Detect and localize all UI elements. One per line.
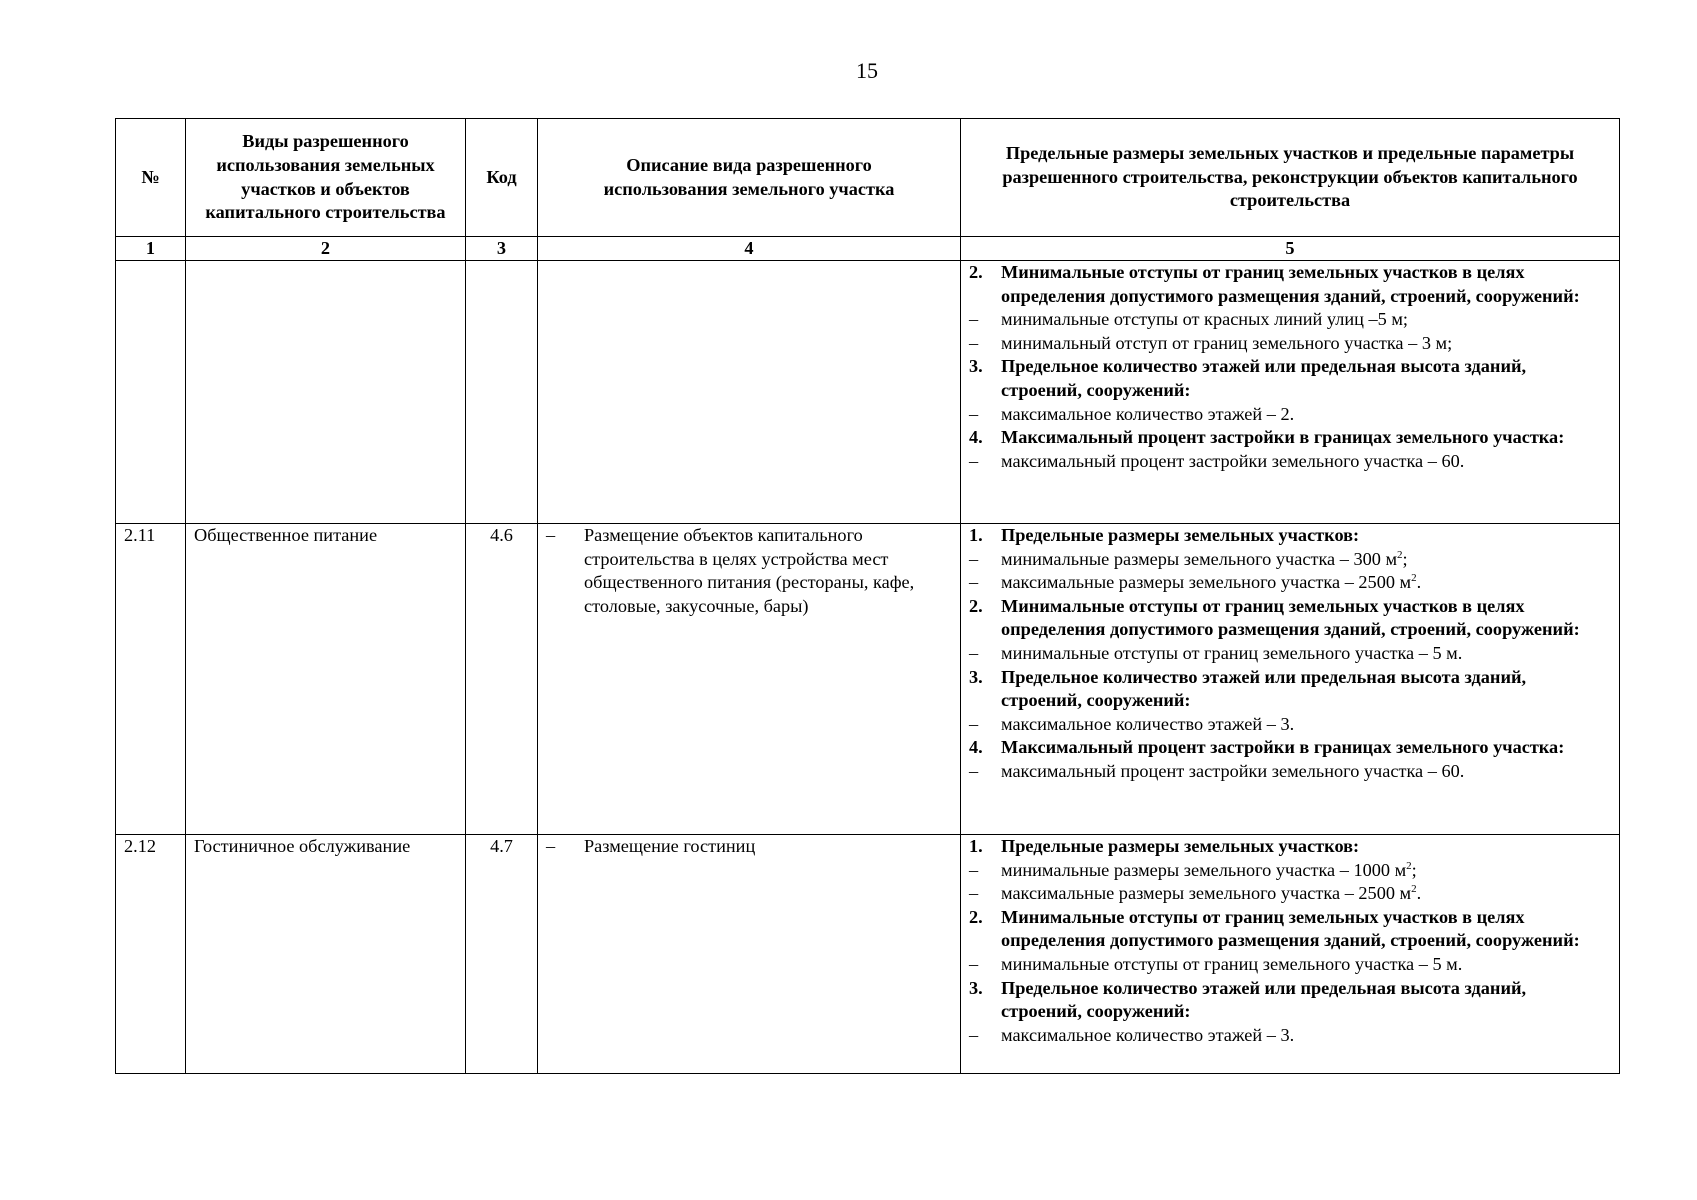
list-dash: – xyxy=(969,332,979,353)
parameter-item xyxy=(969,642,1611,666)
parameter-text-wrap xyxy=(1001,882,1611,906)
parameter-text-wrap xyxy=(1001,355,1611,402)
list-dash: – xyxy=(969,859,979,880)
limit-parameters xyxy=(961,261,1620,524)
parameter-item xyxy=(969,882,1611,906)
description-text: Размещение объектов капитального строительства в целях устройства мест общественного питания (рестораны, кафе, столовые, закусочные, бары) xyxy=(584,525,915,616)
list-dash: – xyxy=(969,572,979,593)
parameter-text-wrap xyxy=(1001,906,1611,953)
header-description: Описание вида разрешенного использования земельного участка xyxy=(538,119,961,237)
parameter-text-wrap xyxy=(1001,666,1611,713)
list-dash: – xyxy=(546,836,556,856)
parameter-text: Минимальные отступы от границ земельных участков в целях определения допустимого размещения зданий, строений, сооружений: xyxy=(1001,906,1580,951)
punctuation: . xyxy=(1416,883,1422,904)
description-item xyxy=(546,524,952,618)
parameter-text-wrap xyxy=(1001,977,1611,1024)
parameter-text-wrap xyxy=(1001,403,1611,427)
list-dash: – xyxy=(969,309,979,330)
parameter-text-wrap xyxy=(1001,859,1611,883)
parameter-text-wrap xyxy=(1001,595,1611,642)
list-dash: – xyxy=(969,883,979,904)
use-kind: Общественное питание xyxy=(186,524,466,835)
item-number: 2. xyxy=(969,262,983,282)
list-dash: – xyxy=(969,953,979,974)
header-row xyxy=(116,119,1620,237)
list-dash: – xyxy=(969,760,979,781)
parameter-heading xyxy=(969,595,1611,642)
parameter-text-wrap xyxy=(1001,571,1611,595)
parameter-heading xyxy=(969,426,1611,450)
parameter-heading xyxy=(969,355,1611,402)
column-number-row xyxy=(116,237,1620,261)
use-code xyxy=(466,261,538,524)
header-params: Предельные размеры земельных участков и предельные параметры разрешенного строительства, реконструкции объектов капитального строительства xyxy=(961,119,1620,237)
item-number: 3. xyxy=(969,977,983,998)
use-code: 4.6 xyxy=(466,524,538,835)
parameter-text: Максимальный процент застройки в границах земельного участка: xyxy=(1001,427,1565,448)
unit-exponent: 2 xyxy=(1406,859,1412,872)
description-item xyxy=(546,835,952,859)
parameter-text-wrap xyxy=(1001,713,1611,737)
list-dash: – xyxy=(969,713,979,734)
parameter-item xyxy=(969,332,1611,356)
parameter-heading xyxy=(969,524,1611,548)
use-description xyxy=(538,524,961,835)
column-number: 4 xyxy=(538,237,961,261)
parameter-text: Предельное количество этажей или предельная высота зданий, строений, сооружений: xyxy=(1001,977,1527,1022)
row-number: 2.11 xyxy=(116,524,186,835)
list-dash: – xyxy=(969,1024,979,1045)
parameter-text-wrap xyxy=(1001,835,1611,859)
limit-parameters xyxy=(961,524,1620,835)
parameter-item xyxy=(969,859,1611,883)
parameter-text: максимальный процент застройки земельного участка – 60. xyxy=(1001,450,1465,471)
parameter-text-wrap xyxy=(1001,548,1611,572)
unit-exponent: 2 xyxy=(1397,548,1403,561)
parameter-item xyxy=(969,450,1611,474)
parameter-heading xyxy=(969,666,1611,713)
parameter-text: минимальные отступы от красных линий улиц –5 м; xyxy=(1001,309,1409,330)
column-number: 2 xyxy=(186,237,466,261)
column-number: 1 xyxy=(116,237,186,261)
list-dash: – xyxy=(969,450,979,471)
parameter-text-wrap xyxy=(1001,332,1611,356)
parameter-text-wrap xyxy=(1001,1024,1611,1048)
parameter-text: Предельные размеры земельных участков: xyxy=(1001,525,1360,545)
parameter-text: максимальные размеры земельного участка – 2500 м xyxy=(1001,883,1412,904)
header-num: № xyxy=(116,119,186,237)
unit-exponent: 2 xyxy=(1411,572,1417,585)
parameter-text: Минимальные отступы от границ земельных участков в целях определения допустимого размещения зданий, строений, сооружений: xyxy=(1001,262,1580,306)
parameter-heading xyxy=(969,977,1611,1024)
punctuation: . xyxy=(1416,572,1422,593)
parameter-text: максимальное количество этажей – 3. xyxy=(1001,1024,1295,1045)
list-dash: – xyxy=(969,642,979,663)
header-kinds: Виды разрешенного использования земельных участков и объектов капитального строительства xyxy=(186,119,466,237)
item-number: 3. xyxy=(969,356,983,377)
parameter-text-wrap xyxy=(1001,308,1611,332)
column-number: 3 xyxy=(466,237,538,261)
description-text: Размещение гостиниц xyxy=(584,836,756,856)
parameter-text-wrap xyxy=(1001,642,1611,666)
parameter-item xyxy=(969,308,1611,332)
row-number: 2.12 xyxy=(116,835,186,1074)
parameter-text: максимальное количество этажей – 3. xyxy=(1001,713,1295,734)
parameter-text: минимальные размеры земельного участка – 1000 м xyxy=(1001,859,1407,880)
use-code: 4.7 xyxy=(466,835,538,1074)
parameter-text: Предельное количество этажей или предельная высота зданий, строений, сооружений: xyxy=(1001,666,1527,711)
parameter-heading xyxy=(969,835,1611,859)
parameter-text: максимальное количество этажей – 2. xyxy=(1001,403,1295,424)
item-number: 2. xyxy=(969,595,983,616)
table-row xyxy=(116,835,1620,1074)
parameter-text: минимальный отступ от границ земельного участка – 3 м; xyxy=(1001,332,1453,353)
list-dash: – xyxy=(969,548,979,569)
land-use-table xyxy=(115,118,1620,1074)
parameter-text-wrap xyxy=(1001,426,1611,450)
item-number: 1. xyxy=(969,836,983,856)
parameter-item xyxy=(969,1024,1611,1048)
punctuation: ; xyxy=(1411,859,1417,880)
parameter-heading xyxy=(969,261,1611,308)
parameter-text-wrap xyxy=(1001,953,1611,977)
parameter-text-wrap xyxy=(1001,736,1611,760)
table-body xyxy=(116,261,1620,1074)
parameter-text-wrap xyxy=(1001,261,1611,308)
parameter-heading xyxy=(969,906,1611,953)
list-dash: – xyxy=(546,525,556,545)
parameter-item xyxy=(969,571,1611,595)
limit-parameters xyxy=(961,835,1620,1074)
parameter-item xyxy=(969,953,1611,977)
use-kind xyxy=(186,261,466,524)
unit-exponent: 2 xyxy=(1411,883,1417,896)
parameter-text: минимальные отступы от границ земельного участка – 5 м. xyxy=(1001,642,1463,663)
item-number: 4. xyxy=(969,737,983,758)
parameter-text-wrap xyxy=(1001,524,1611,548)
parameter-text: максимальные размеры земельного участка – 2500 м xyxy=(1001,572,1412,593)
punctuation: ; xyxy=(1402,548,1408,569)
table-row xyxy=(116,524,1620,835)
parameter-text: Предельные размеры земельных участков: xyxy=(1001,836,1360,856)
parameter-text: максимальный процент застройки земельного участка – 60. xyxy=(1001,760,1465,781)
item-number: 1. xyxy=(969,525,983,545)
parameter-text: минимальные отступы от границ земельного участка – 5 м. xyxy=(1001,953,1463,974)
list-dash: – xyxy=(969,403,979,424)
use-description xyxy=(538,261,961,524)
parameter-text-wrap xyxy=(1001,760,1611,784)
parameter-text: минимальные размеры земельного участка – 300 м xyxy=(1001,548,1398,569)
parameter-heading xyxy=(969,736,1611,760)
parameter-text-wrap xyxy=(1001,450,1611,474)
parameter-item xyxy=(969,548,1611,572)
header-code: Код xyxy=(466,119,538,237)
parameter-text: Минимальные отступы от границ земельных участков в целях определения допустимого размещения зданий, строений, сооружений: xyxy=(1001,595,1580,640)
table-row xyxy=(116,261,1620,524)
page-number: 15 xyxy=(856,58,878,83)
use-kind: Гостиничное обслуживание xyxy=(186,835,466,1074)
column-number: 5 xyxy=(961,237,1620,261)
parameter-item xyxy=(969,760,1611,784)
row-number xyxy=(116,261,186,524)
use-description xyxy=(538,835,961,1074)
parameter-item xyxy=(969,403,1611,427)
item-number: 3. xyxy=(969,666,983,687)
parameter-text: Предельное количество этажей или предельная высота зданий, строений, сооружений: xyxy=(1001,356,1527,400)
parameter-text: Максимальный процент застройки в границах земельного участка: xyxy=(1001,737,1565,758)
parameter-item xyxy=(969,713,1611,737)
item-number: 4. xyxy=(969,427,983,448)
item-number: 2. xyxy=(969,906,983,927)
